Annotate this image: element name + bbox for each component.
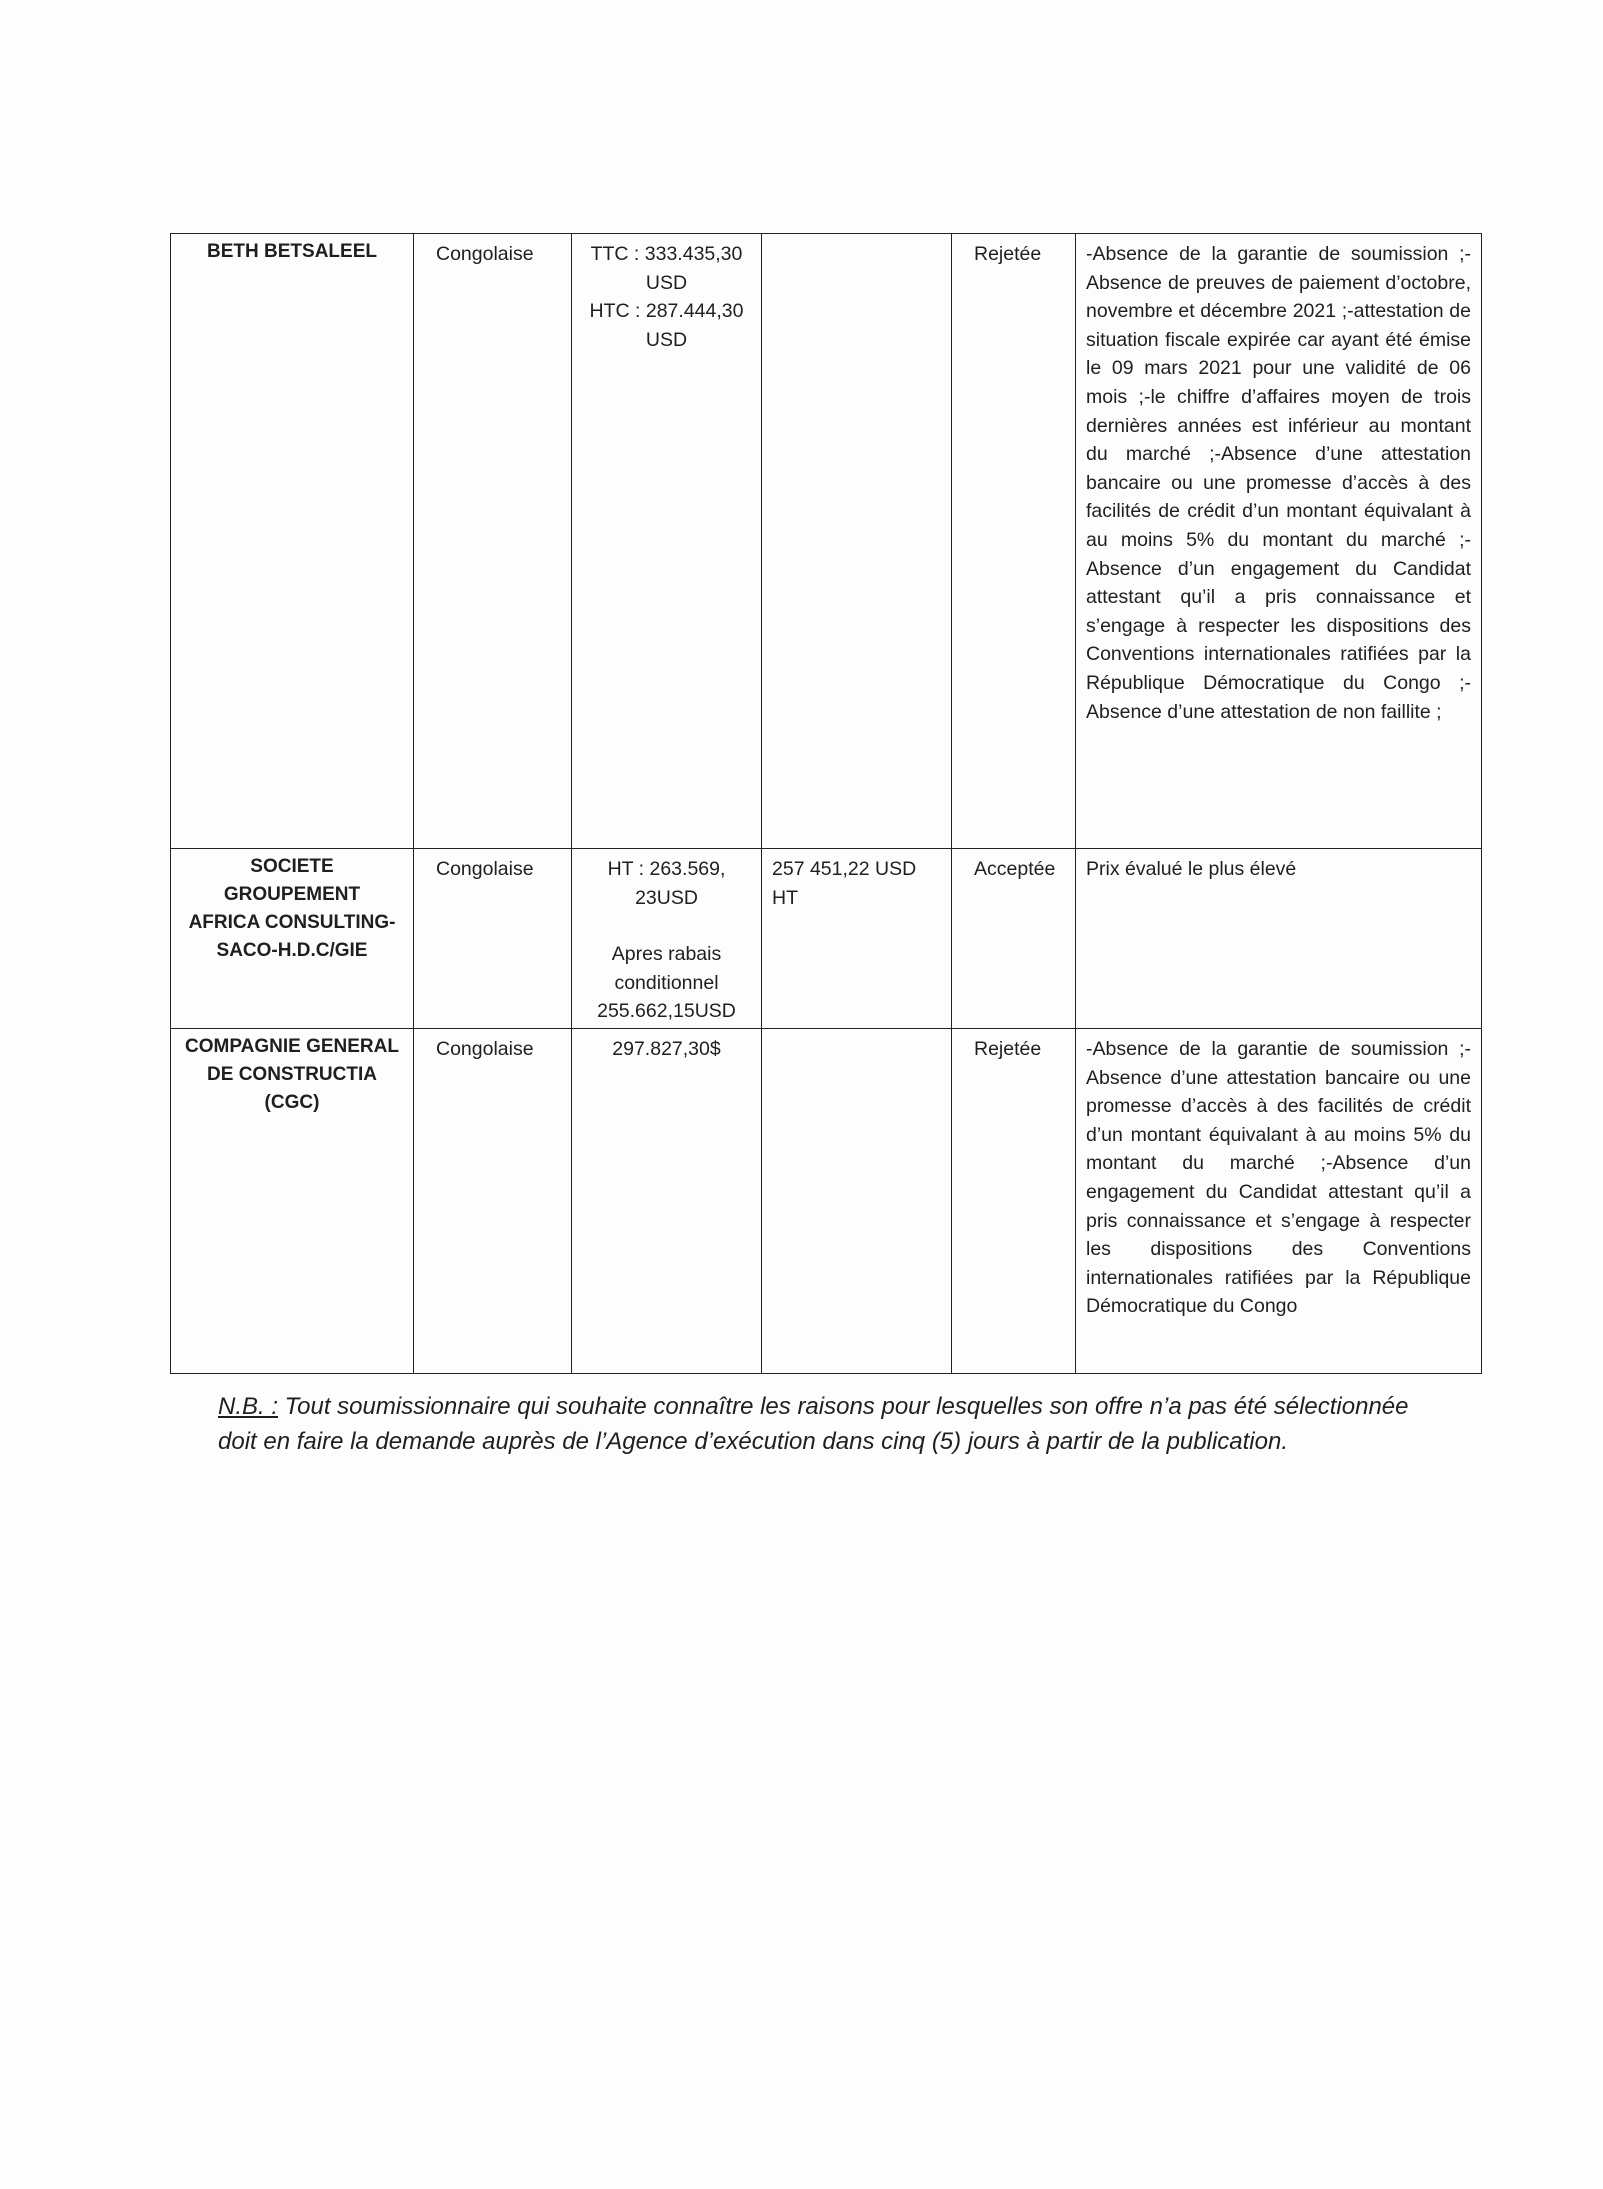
- bidder-name-line: GROUPEMENT: [223, 884, 361, 905]
- nationality-cell: Congolaise: [414, 849, 572, 1029]
- price-line: 297.827,30$: [612, 1038, 721, 1060]
- price-line: TTC : 333.435,30: [590, 243, 743, 265]
- price-line: 23USD: [635, 886, 698, 909]
- observations-cell: [1076, 234, 1482, 849]
- price-line: HTC : 287.444,30: [589, 300, 744, 323]
- decision-cell: Acceptée: [952, 849, 1076, 1029]
- nationality-cell: Congolaise: [414, 1029, 572, 1374]
- observations-text: Prix évalué le plus élevé: [1086, 858, 1297, 880]
- bid-results-table: [170, 233, 1482, 1374]
- price-line: conditionnel: [614, 971, 719, 994]
- observations-text: -Absence de la garantie de soumission ;-Absence de preuves de paiement d’octobre, novembre et décembre 2021 ;-attestation de situation fiscale expirée car ayant été émise le 09 mars 2021 pour une validité de 06 mois ;-le chiffre d’affaires moyen de trois dernières années est inférieur au montant du marché ;-Absence d’une attestation bancaire ou une promesse d’accès à des facilités de crédit d’un montant équivalant à au moins 5% du montant du marché ;-Absence d’un engagement du Candidat attestant qu’il a pris connaissance et s’engage à respecter les dispositions des Conventions internationales ratifiées par la République Démocratique du Congo ;-Absence d’une attestation de non faillite ;: [1086, 243, 1471, 723]
- bidder-name-cell: [171, 849, 414, 1029]
- bidder-name-cell: [171, 1029, 414, 1374]
- price-cell: [572, 1029, 762, 1374]
- observations-cell: [1076, 849, 1482, 1029]
- bidder-name-line: AFRICA CONSULTING-: [188, 912, 396, 933]
- decision-cell: Rejetée: [952, 234, 1076, 849]
- observations-text: -Absence de la garantie de soumission ;-Absence d’une attestation bancaire ou une promesse d’accès à des facilités de crédit d’un montant équivalant à au moins 5% du montant du marché ;-Absence d’un engagement du Candidat attestant qu’il a pris connaissance et s’engage à respecter les dispositions des Conventions internationales ratifiées par la République Démocratique du Congo: [1086, 1038, 1471, 1318]
- price-cell: [572, 234, 762, 849]
- price-line: USD: [645, 271, 688, 294]
- decision-cell: Rejetée: [952, 1029, 1076, 1374]
- evaluated-price-cell: [762, 1029, 952, 1374]
- evaluated-price-cell: [762, 234, 952, 849]
- bidder-name-line: (CGC): [264, 1092, 320, 1113]
- bidder-name-line: SACO-H.D.C/GIE: [216, 940, 368, 961]
- table-row: [171, 1029, 1482, 1374]
- evaluated-price-cell: 257 451,22 USD HT: [762, 849, 952, 1029]
- nationality-cell: Congolaise: [414, 234, 572, 849]
- price-line: 255.662,15USD: [597, 1000, 736, 1023]
- price-line: HT : 263.569,: [607, 858, 726, 880]
- nb-note: [218, 1389, 1448, 1459]
- bidder-name-line: COMPAGNIE GENERAL: [185, 1036, 399, 1057]
- table-row: [171, 849, 1482, 1029]
- price-cell: [572, 849, 762, 1029]
- price-line: Apres rabais: [611, 943, 722, 966]
- bidder-name-line: SOCIETE: [250, 856, 334, 877]
- nb-label: N.B. :: [218, 1393, 279, 1420]
- observations-cell: [1076, 1029, 1482, 1374]
- bidder-name-line: BETH BETSALEEL: [207, 241, 377, 262]
- table-row: [171, 234, 1482, 849]
- bidder-name-line: DE CONSTRUCTIA: [207, 1064, 377, 1085]
- price-spacer: [582, 912, 751, 940]
- bidder-name-cell: [171, 234, 414, 849]
- nb-text: Tout soumissionnaire qui souhaite connaître les raisons pour lesquelles son offre n’a pas été sélectionnée doit en faire la demande auprès de l’Agence d’exécution dans cinq (5) jours à partir de la publication.: [218, 1393, 1409, 1455]
- price-line: USD: [645, 328, 688, 351]
